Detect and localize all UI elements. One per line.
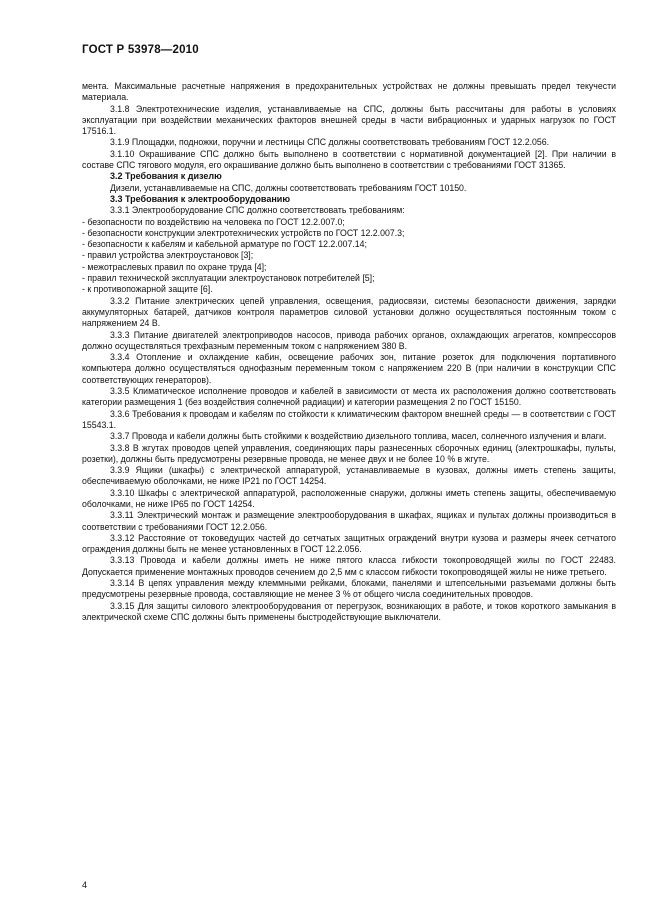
paragraph: 3.1.8 Электротехнические изделия, устанавливаемые на СПС, должны быть рассчитаны для работы в условиях эксплуатации при воздействии механических факторов внешней среды в части вибрационных и ударных нагрузок по ГОСТ 17516.1.: [82, 103, 616, 137]
paragraph: 3.3.3 Питание двигателей электроприводов насосов, привода рабочих органов, охлаждающих агрегатов, компрессоров должно осуществляться трехфазным переменным током с напряжением 380 В.: [82, 329, 616, 351]
list-item: - безопасности к кабелям и кабельной арматуре по ГОСТ 12.2.007.14;: [82, 239, 367, 250]
paragraph: 3.3.1 Электрооборудование СПС должно соответствовать требованиям:: [110, 205, 405, 216]
paragraph: Дизели, устанавливаемые на СПС, должны соответствовать требованиям ГОСТ 10150.: [110, 182, 467, 193]
section-heading: 3.2 Требования к дизелю: [110, 171, 222, 182]
paragraph: 3.1.10 Окрашивание СПС должно быть выполнено в соответствии с нормативной документацией [2]. При наличии в составе СПС тягового модуля, его окрашивание должно быть выполнено в соответствии с требованиями ГОСТ 31365.: [82, 148, 616, 171]
paragraph: 3.3.15 Для защиты силового электрооборудования от перегрузок, возникающих в работе, и токов короткого замыкания в электрической схеме СПС должны быть применены быстродействующие выключатели.: [82, 600, 616, 622]
paragraph: 3.3.7 Провода и кабели должны быть стойкими к воздействию дизельного топлива, масел, солнечного излучения и влаги.: [110, 431, 607, 442]
list-item: - к противопожарной защите [6].: [82, 284, 213, 295]
paragraph: 3.3.13 Провода и кабели должны иметь не ниже пятого класса гибкости токопроводящей жилы по ГОСТ 22483. Допускается применение монтажных проводов сечением до 2,5 мм с классом гибкости токопроводящей жилы не ниже третьего.: [82, 555, 616, 577]
section-heading: 3.3 Требования к электрооборудованию: [110, 193, 291, 204]
list-item: - межотраслевых правил по охране труда [4];: [82, 261, 267, 272]
list-item: - правил устройства электроустановок [3];: [82, 250, 254, 261]
list-item: - безопасности конструкции электротехнических устройств по ГОСТ 12.2.007.3;: [82, 227, 405, 238]
list-item: - правил технической эксплуатации электроустановок потребителей [5];: [82, 273, 375, 284]
paragraph: 3.3.5 Климатическое исполнение проводов и кабелей в зависимости от места их расположения должно соответствовать категории размещения 1 (без воздействия солнечной радиации) и категории размещения 2 по ГОСТ 15150.: [82, 386, 616, 408]
paragraph: мента. Максимальные расчетные напряжения в предохранительных устройствах не должны превышать предел текучести материала.: [82, 81, 616, 103]
paragraph: 3.3.9 Ящики (шкафы) с электрической аппаратурой, устанавливаемые в кузовах, должны иметь степень защиты, обеспечиваемую оболочками, не ниже IP21 по ГОСТ 14254.: [82, 465, 616, 487]
paragraph: 3.1.9 Площадки, подножки, поручни и лестницы СПС должны соответствовать требованиям ГОСТ 12.2.056.: [110, 137, 550, 148]
document-header: ГОСТ Р 53978—2010: [82, 44, 199, 56]
paragraph: 3.3.12 Расстояние от токоведущих частей до сетчатых защитных ограждений внутри кузова и размеры ячеек сетчатого ограждения должны быть не менее установленных в ГОСТ 12.2.056.: [82, 532, 616, 555]
paragraph: 3.3.2 Питание электрических цепей управления, освещения, радиосвязи, системы безопасности движения, зарядки аккумуляторных батарей, датчиков контроля параметров силовой установки должно осуществляться постоянным током с напряжением 24 В.: [82, 295, 616, 329]
paragraph: 3.3.4 Отопление и охлаждение кабин, освещение рабочих зон, питание розеток для подключения портативного компьютера должно осуществляться однофазным переменным током с напряжением 220 В (при наличии в конструкции СПС соответствующих генераторов).: [82, 352, 616, 385]
paragraph: 3.3.8 В жгутах проводов цепей управления, соединяющих пары разнесенных сборочных единиц (электрошкафы, пульты, розетки), должны быть предусмотрены резервные провода, не менее двух и не более 10 % в жгуте.: [82, 442, 616, 464]
list-item: - безопасности по воздействию на человека по ГОСТ 12.2.007.0;: [82, 216, 345, 227]
paragraph: 3.3.14 В цепях управления между клеммными рейками, блоками, панелями и штепсельными разъемами должны быть предусмотрены резервные провода, составляющие не менее 3 % от общего числа соединительных проводов.: [82, 578, 616, 600]
paragraph: 3.3.6 Требования к проводам и кабелям по стойкости к климатическим фактором внешней среды — в соответствии с ГОСТ 15543.1.: [82, 408, 616, 430]
page-number: 4: [82, 880, 88, 890]
paragraph: 3.3.10 Шкафы с электрической аппаратурой, расположенные снаружи, должны иметь степень защиты, обеспечиваемую оболочками, не ниже IP65 по ГОСТ 14254.: [82, 487, 616, 509]
document-body: [82, 81, 616, 623]
paragraph: 3.3.11 Электрический монтаж и размещение электрооборудования в шкафах, ящиках и пультах должны производиться в соответствии с требованиями ГОСТ 12.2.056.: [82, 510, 616, 532]
